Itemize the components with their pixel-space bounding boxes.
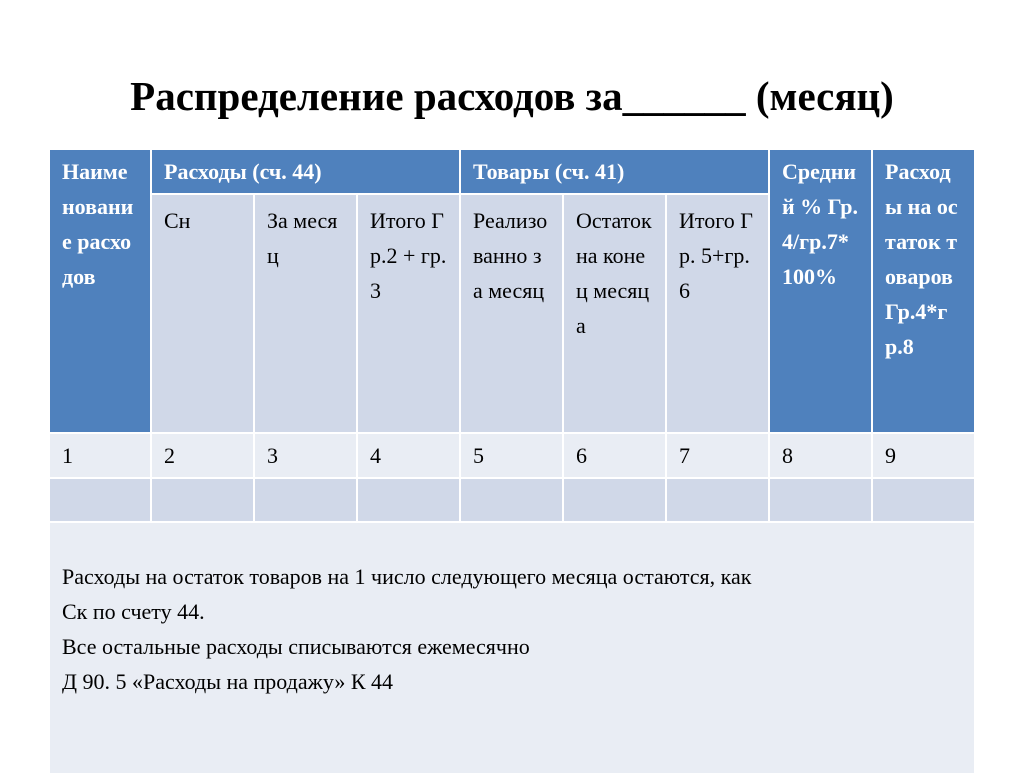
empty-cell (564, 479, 665, 521)
subheader-remaining: Остаток на конец месяца (564, 195, 665, 432)
empty-cell (667, 479, 768, 521)
column-number: 1 (50, 434, 150, 477)
note-line: Д 90. 5 «Расходы на продажу» К 44 (62, 669, 394, 694)
subheader-opening: Сн (152, 195, 253, 432)
note-line: Все остальные расходы списываются ежемесячно (62, 634, 530, 659)
header-group-goods: Товары (сч. 41) (461, 150, 768, 193)
column-number: 5 (461, 434, 562, 477)
subheader-total-expenses: Итого Гр.2 + гр.3 (358, 195, 459, 432)
column-number: 7 (667, 434, 768, 477)
column-number: 4 (358, 434, 459, 477)
column-number: 3 (255, 434, 356, 477)
note-line: Расходы на остаток товаров на 1 число следующего месяца остаются, как (62, 564, 752, 589)
column-number: 6 (564, 434, 665, 477)
subheader-sold: Реализованно за месяц (461, 195, 562, 432)
expense-distribution-table (50, 150, 974, 773)
empty-cell (358, 479, 459, 521)
empty-cell (770, 479, 871, 521)
header-average-percent: Средний % Гр.4/гр.7*100% (770, 150, 871, 432)
header-remainder-expenses: Расходы на остаток товаров Гр.4*гр.8 (873, 150, 974, 432)
header-group-expenses: Расходы (сч. 44) (152, 150, 459, 193)
note-line: Ск по счету 44. (62, 599, 205, 624)
empty-cell (152, 479, 253, 521)
note-cell (50, 523, 974, 773)
column-number: 2 (152, 434, 253, 477)
empty-cell (50, 479, 150, 521)
empty-cell (461, 479, 562, 521)
column-number: 8 (770, 434, 871, 477)
empty-cell (873, 479, 974, 521)
column-number: 9 (873, 434, 974, 477)
subheader-total-goods: Итого Гр. 5+гр.6 (667, 195, 768, 432)
header-name: Наименование расходов (50, 150, 150, 432)
empty-cell (255, 479, 356, 521)
subheader-month: За месяц (255, 195, 356, 432)
slide-title: Распределение расходов за______ (месяц) (130, 73, 894, 119)
